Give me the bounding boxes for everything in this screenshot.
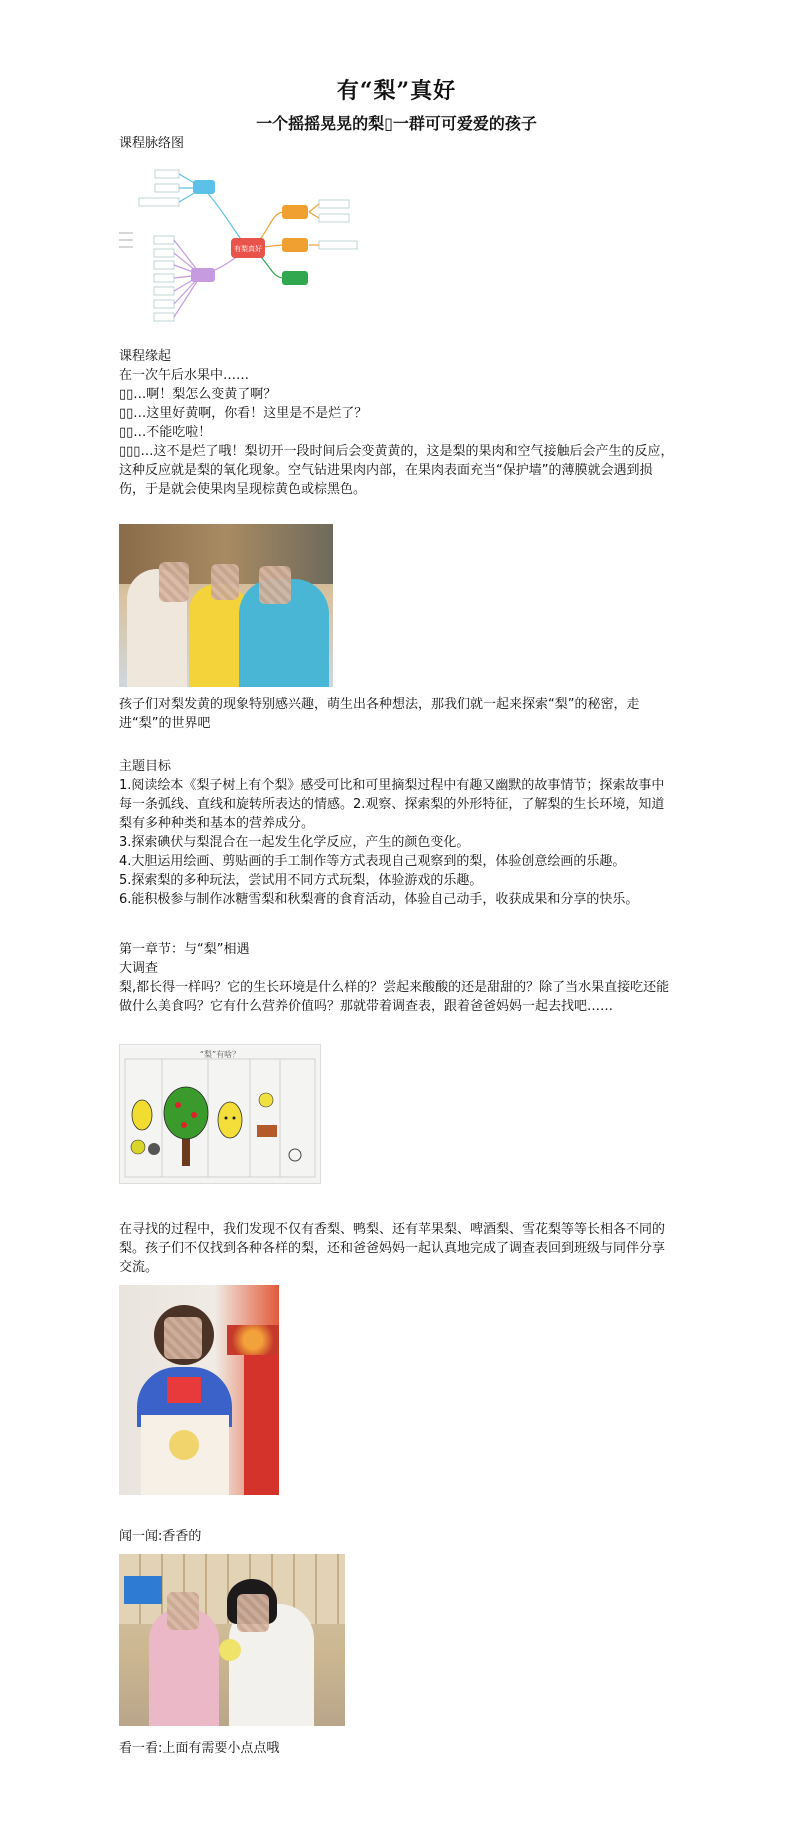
course-mindmap bbox=[119, 160, 359, 330]
goal-3: 3.探索碘伏与梨混合在一起发生化学反应，产生的颜色变化。 bbox=[119, 835, 470, 850]
page-title: 有“梨”真好 bbox=[336, 78, 457, 104]
mindmap-center: 有梨真好 bbox=[234, 245, 262, 253]
chapter-heading: 第一章节：与“梨”相遇 bbox=[119, 942, 250, 957]
survey-heading: 大调查 bbox=[119, 961, 159, 976]
discovery-paragraph: 在寻找的过程中，我们发现不仅有香梨、鸭梨、还有苹果梨、啤酒梨、雪花梨等等长相各不同的梨。孩子们不仅找到各种各样的梨，还和爸爸妈妈一起认真地完成了调查表回到班级与同伴分享交流。 bbox=[119, 1222, 666, 1275]
survey-paragraph: 梨,都长得一样吗？它的生长环境是什么样的？尝起来酸酸的还是甜甜的？除了当水果直接吃还能做什么美食吗？它有什么营养价值吗？那就带着调查表，跟着爸爸妈妈一起去找吧…… bbox=[119, 980, 670, 1014]
girl-holding-pear-photo bbox=[119, 1285, 279, 1495]
origin-heading: 课程缘起 bbox=[119, 349, 172, 364]
goals-heading: 主题目标 bbox=[119, 759, 172, 774]
survey-sheet-title: “梨”有啥？ bbox=[199, 1050, 241, 1059]
interest-paragraph: 孩子们对梨发黄的现象特别感兴趣，萌生出各种想法，那我们就一起来探索“梨”的秘密，走进“梨”的世界吧 bbox=[119, 697, 640, 731]
page-subtitle: 一个摇摇晃晃的梨▯一群可可爱爱的孩子 bbox=[256, 114, 537, 133]
smell-heading: 闻一闻:香香的 bbox=[119, 1529, 202, 1544]
origin-line-3: ▯▯…这里好黄啊，你看！这里是不是烂了？ bbox=[119, 406, 368, 421]
mindmap-heading: 课程脉络图 bbox=[119, 136, 185, 151]
origin-line-5: ▯▯▯…这不是烂了哦！梨切开一段时间后会变黄黄的，这是梨的果肉和空气接触后会产生的反应，这种反应就是梨的氧化现象。空气钻进果肉内部，在果肉表面充当“保护墙”的薄膜就会遇到损伤，于是就会使果肉呈现棕黄色或棕黑色。 bbox=[119, 444, 674, 497]
goal-1: 1.阅读绘本《梨子树上有个梨》感受可比和可里摘梨过程中有趣又幽默的故事情节；探索故事中每一条弧线、直线和旋转所表达的情感。2.观察、探索梨的外形特征，了解梨的生长环境，知道梨有多种种类和基本的营养成分。 bbox=[119, 778, 665, 831]
goal-6: 6.能积极参与制作冰糖雪梨和秋梨膏的食育活动，体验自己动手，收获成果和分享的快乐。 bbox=[119, 892, 639, 907]
two-girls-smelling-photo bbox=[119, 1554, 345, 1726]
children-pear-photo bbox=[119, 524, 333, 687]
origin-line-4: ▯▯…不能吃啦！ bbox=[119, 425, 212, 440]
goal-4: 4.大胆运用绘画、剪贴画的手工制作等方式表现自己观察到的梨，体验创意绘画的乐趣。 bbox=[119, 854, 626, 869]
goal-5: 5.探索梨的多种玩法，尝试用不同方式玩梨，体验游戏的乐趣。 bbox=[119, 873, 483, 888]
origin-line-2: ▯▯…啊！梨怎么变黄了啊？ bbox=[119, 387, 277, 402]
survey-sheet-image bbox=[119, 1044, 321, 1184]
look-heading: 看一看:上面有需要小点点哦 bbox=[119, 1741, 280, 1756]
origin-line-1: 在一次午后水果中…… bbox=[119, 368, 250, 383]
